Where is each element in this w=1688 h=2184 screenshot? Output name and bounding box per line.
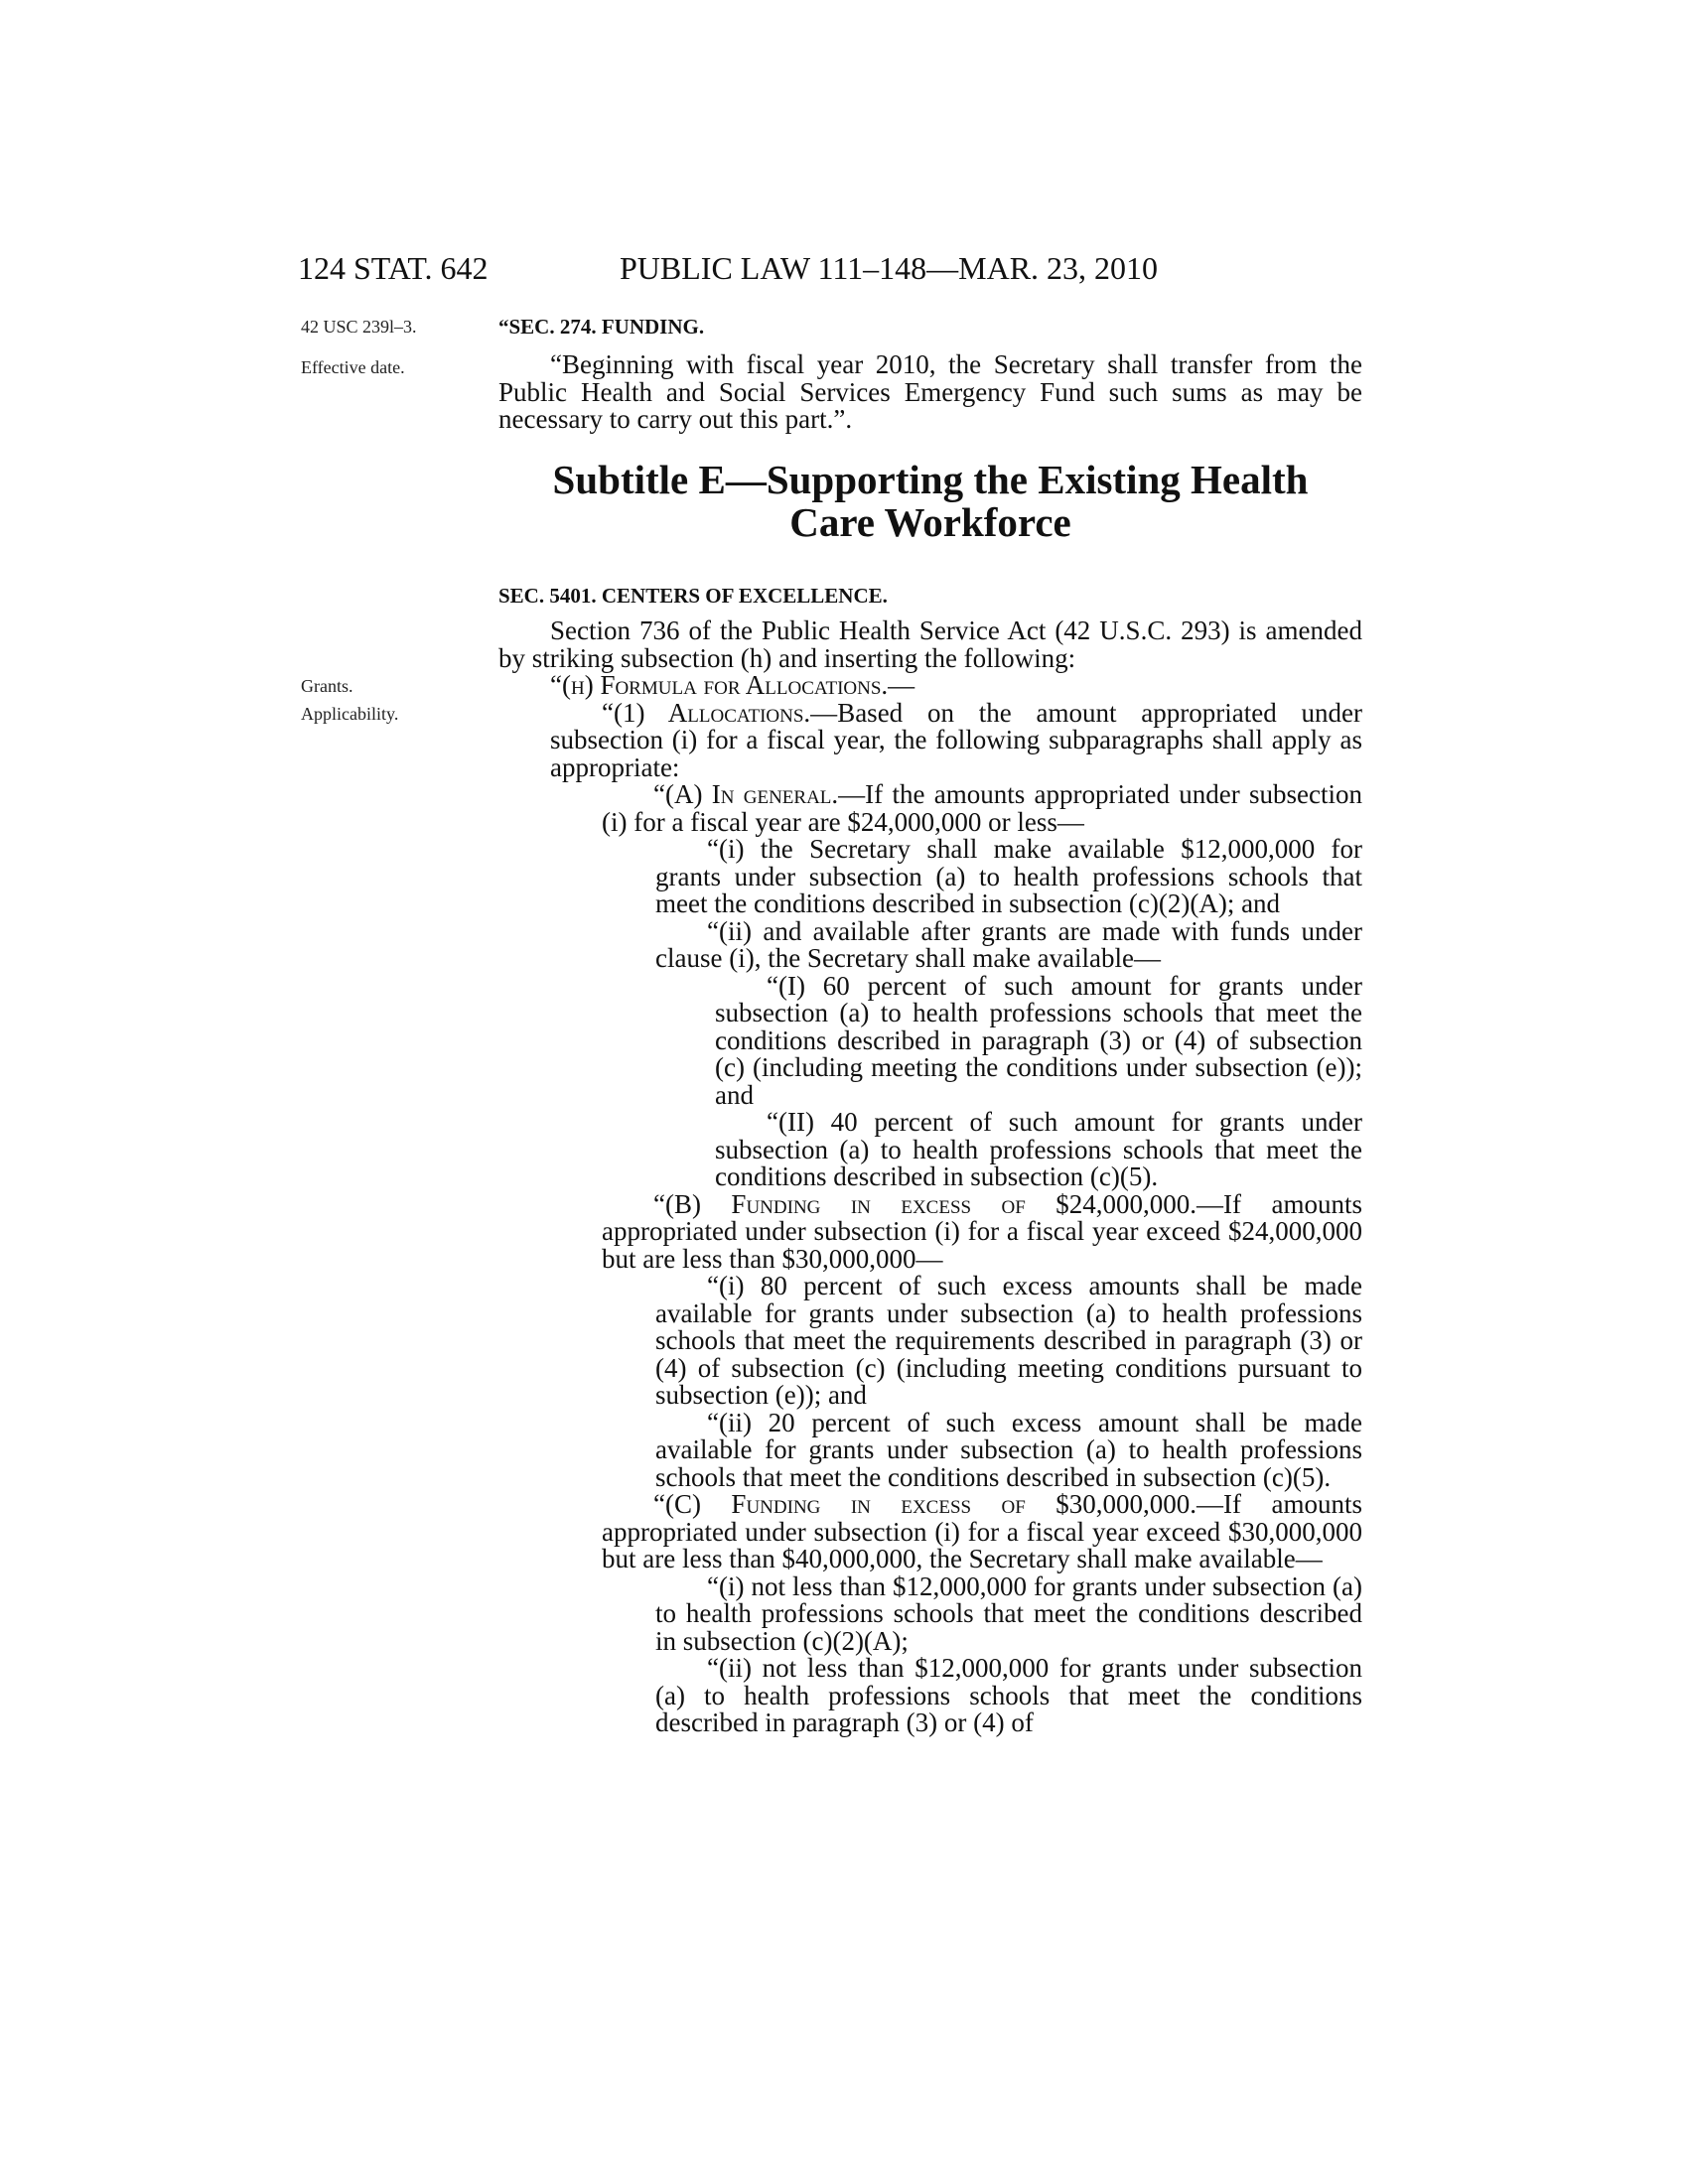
intro-paragraph: Section 736 of the Public Health Service Act (42 U.S.C. 293) is amended by striking subsection (h) and inserting the following:: [498, 615, 1362, 673]
clause-a-ii: “(ii) and available after grants are made with funds under clause (i), the Secretary shall make available—: [655, 915, 1362, 973]
subclause-a-ii-ii: “(II) 40 percent of such amount for grants under subsection (a) to health professions schools that meet the conditions described in subsection (c)(5).: [715, 1107, 1362, 1191]
section-5401-heading: SEC. 5401. CENTERS OF EXCELLENCE.: [498, 584, 888, 608]
clause-c-ii: “(ii) not less than $12,000,000 for grants under subsection (a) to health professions schools that meet the conditions described in paragraph (3) or (4) of: [655, 1653, 1362, 1737]
subtitle-heading: [498, 459, 1362, 544]
subtitle-line-1: Subtitle E—Supporting the Existing Health: [552, 457, 1309, 502]
subparagraph-b-text: If amounts appropriated under subsection (i) for a fiscal year exceed $24,000,000 but are less than $30,000,000—: [602, 1188, 1362, 1274]
paragraph-1-heading: “(1) Allocations.—: [602, 697, 838, 728]
stat-page-number: 124 STAT. 642: [298, 250, 489, 286]
subtitle-line-2: Care Workforce: [789, 499, 1071, 545]
paragraph-1-text: Based on the amount appropriated under subsection (i) for a fiscal year, the following subparagraphs shall apply as appropriate:: [550, 697, 1363, 782]
clause-b-i: “(i) 80 percent of such excess amounts shall be made available for grants under subsection (a) to health professions schools that meet the requirements described in paragraph (3) or (4) of subsection (c) (including meeting conditions pursuant to subsection (e)); and: [655, 1271, 1362, 1410]
subparagraph-a-text: If the amounts appropriated under subsection (i) for a fiscal year are $24,000,000 or less—: [602, 779, 1362, 837]
margin-note-grants: Grants.: [301, 676, 353, 696]
subparagraph-c: [498, 1491, 1362, 1573]
clause-c-i: “(i) not less than $12,000,000 for grants under subsection (a) to health professions schools that meet the conditions described in subsection (c)(2)(A);: [655, 1570, 1362, 1656]
subsection-h-heading: [498, 672, 1362, 700]
margin-note-applicability: Applicability.: [301, 704, 399, 724]
clause-a-i: “(i) the Secretary shall make available $12,000,000 for grants under subsection (a) to health professions schools that meet the conditions described in subsection (c)(2)(A); and: [655, 834, 1362, 918]
section-274-text: [498, 351, 1362, 434]
subparagraph-c-text: If amounts appropriated under subsection (i) for a fiscal year exceed $30,000,000 but are less than $40,000,000, the Secretary shall make available—: [602, 1489, 1362, 1573]
public-law-title: PUBLIC LAW 111–148—MAR. 23, 2010: [620, 250, 1159, 286]
subparagraph-c-heading: “(C) Funding in excess of $30,000,000.—: [653, 1489, 1224, 1519]
page-header: [298, 248, 1362, 288]
margin-note-effective-date: Effective date.: [301, 357, 405, 377]
paragraph-1: [447, 697, 1363, 782]
h-heading-text: “(h) Formula for Allocations.—: [550, 670, 915, 700]
subparagraph-a-heading: “(A) In general.—: [653, 779, 866, 809]
subclause-a-ii-i: “(I) 60 percent of such amount for grants under subsection (a) to health professions schools that meet the conditions described in paragraph (3) or (4) of subsection (c) (including meeting the conditions under subsection (e)); and: [715, 970, 1362, 1110]
subparagraph-a: [498, 781, 1362, 836]
section-5401-body: [498, 617, 1362, 1737]
clause-b-ii: “(ii) 20 percent of such excess amount shall be made available for grants under subsection (a) to health professions schools that meet the conditions described in subsection (c)(5).: [655, 1407, 1362, 1492]
margin-note-usc: 42 USC 239l–3.: [301, 317, 417, 337]
subparagraph-b-heading: “(B) Funding in excess of $24,000,000.—: [653, 1188, 1224, 1219]
funding-paragraph: “Beginning with fiscal year 2010, the Secretary shall transfer from the Public Health and Social Services Emergency Fund such sums as may be necessary to carry out this part.”.: [498, 349, 1362, 434]
subparagraph-b: [498, 1188, 1362, 1274]
section-274-heading: “SEC. 274. FUNDING.: [498, 315, 705, 339]
